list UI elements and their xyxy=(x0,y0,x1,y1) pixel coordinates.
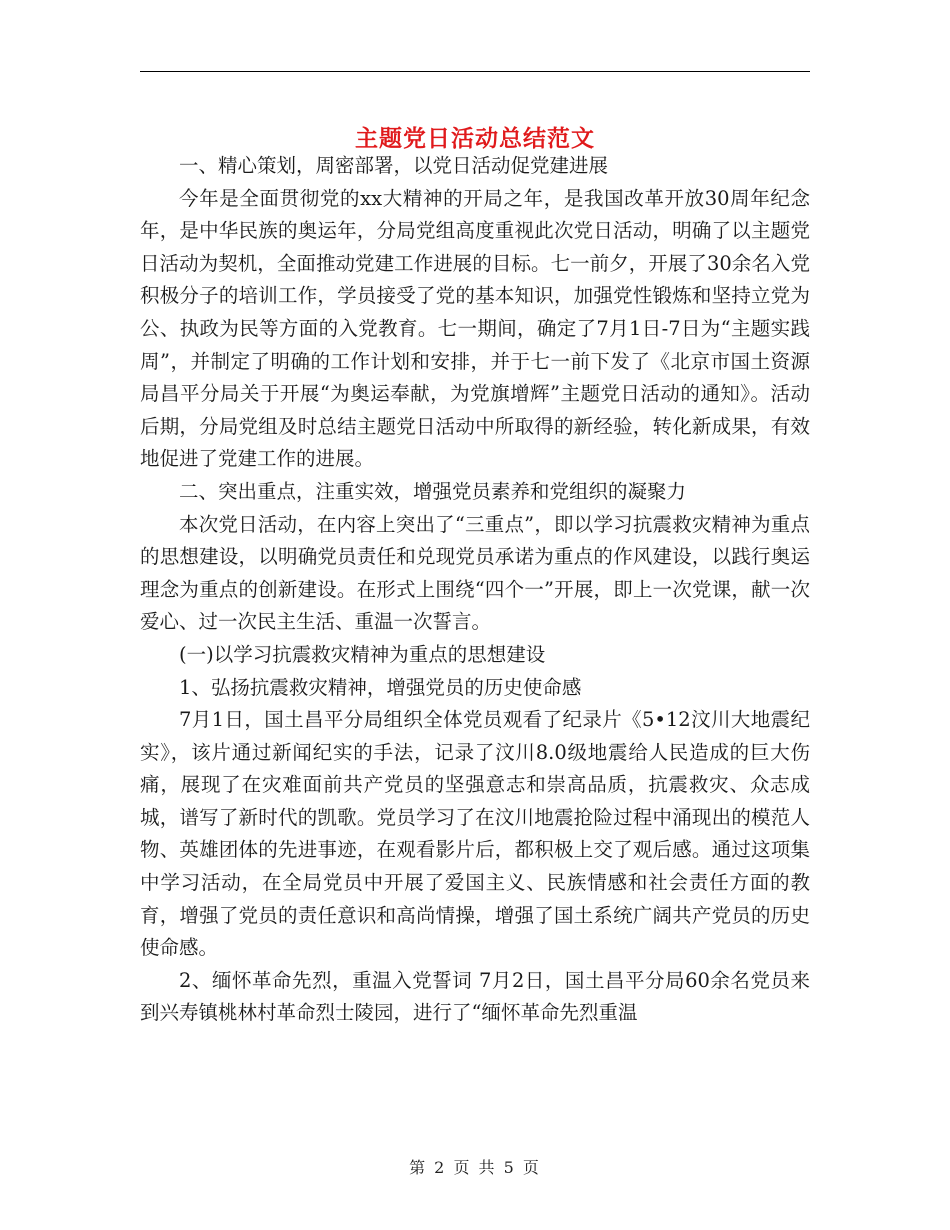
subsection-heading: (一)以学习抗震救灾精神为重点的思想建设 xyxy=(179,642,546,666)
body-paragraph: 今年是全面贯彻党的xx大精神的开局之年，是我国改革开放30周年纪念年，是中华民族的奥运年，分局党组高度重视此次党日活动，明确了以主题党日活动为契机，全面推动党建工作进展的目标。七一前夕，开展了30余名入党积极分子的培训工作，学员接受了党的基本知识，加强党性锻炼和坚持立党为公、执政为民等方面的入党教育。七一期间，确定了7月1日-7日为“主题实践周”，并制定了明确的工作计划和安排，并于七一前下发了《北京市国土资源局昌平分局关于开展“为奥运奉献，为党旗增辉”主题党日活动的通知》。活动后期，分局党组及时总结主题党日活动中所取得的新经验，转化新成果，有效地促进了党建工作的进展。 xyxy=(140,186,810,471)
header-rule xyxy=(140,71,810,72)
body-paragraph: 7月1日，国土昌平分局组织全体党员观看了纪录片《5•12汶川大地震纪实》，该片通过新闻纪实的手法，记录了汶川8.0级地震给人民造成的巨大伤痛，展现了在灾难面前共产党员的坚强意志和崇高品质，抗震救灾、众志成城，谱写了新时代的凯歌。党员学习了在汶川地震抢险过程中涌现出的模范人物、英雄团体的先进事迹，在观看影片后，都积极上交了观后感。通过这项集中学习活动，在全局党员中开展了爱国主义、民族情感和社会责任方面的教育，增强了党员的责任意识和高尚情操，增强了国土系统广阔共产党员的历史使命感。 xyxy=(140,708,810,960)
body-paragraph: 2、缅怀革命先烈，重温入党誓词 7月2日，国土昌平分局60余名党员来到兴寿镇桃林村革命烈士陵园，进行了“缅怀革命先烈重温 xyxy=(140,968,810,1025)
document-title: 主题党日活动总结范文 xyxy=(355,126,595,153)
page-number: 第 2 页 共 5 页 xyxy=(409,1158,541,1177)
document-body xyxy=(140,150,810,1030)
section-heading-2: 二、突出重点，注重实效，增强党员素养和党组织的凝聚力 xyxy=(179,479,687,503)
item-heading: 1、弘扬抗震救灾精神，增强党员的历史使命感 xyxy=(179,675,582,699)
body-paragraph: 本次党日活动，在内容上突出了“三重点”，即以学习抗震救灾精神为重点的思想建设，以明确党员责任和兑现党员承诺为重点的作风建设，以践行奥运理念为重点的创新建设。在形式上围绕“四个一”开展，即上一次党课，献一次爱心、过一次民主生活、重温一次誓言。 xyxy=(140,512,810,634)
section-heading-1: 一、精心策划，周密部署，以党日活动促党建进展 xyxy=(179,154,609,177)
